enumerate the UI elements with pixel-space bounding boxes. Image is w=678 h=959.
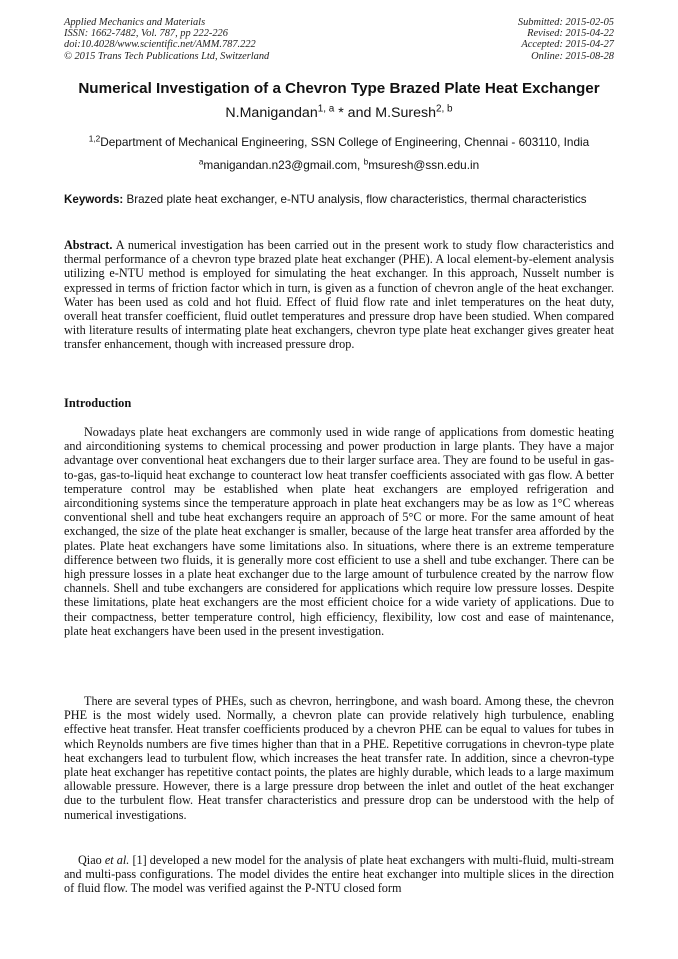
keywords-text: Brazed plate heat exchanger, e-NTU analysis, flow characteristics, thermal characteristics [123, 193, 587, 206]
intro-paragraph-2: There are several types of PHEs, such as chevron, herringbone, and wash board. Among these, the chevron PHE is the most widely used. Normally, a chevron plate can provide relatively high turbulence, enabling effective heat transfer. Heat transfer coefficients produced by a chevron PHE can be equal to values for tubes in which Reynolds numbers are five times higher than that in a PHE. Repetitive corrugations in chevron-type plate heat exchangers lead to turbulent flow, which increases the heat transfer rate. In addition, since a chevron-type plate heat exchanger has repetitive contact points, the plates are highly durable, which leads to a large maximum allowable pressure. However, there is a large pressure drop between the inlet and outlet of the heat exchanger due to the turbulent flow. Heat transfer characteristics and pressure drop can be understood with the help of numerical investigations. [64, 694, 614, 822]
journal-name: Applied Mechanics and Materials [64, 17, 206, 28]
keywords-label: Keywords: [64, 193, 124, 206]
copyright-line: © 2015 Trans Tech Publications Ltd, Switzerland [64, 50, 270, 62]
keywords [64, 193, 614, 207]
revised-date: Revised: 2015-04-22 [527, 28, 614, 40]
abstract-label: Abstract. [64, 238, 113, 252]
submitted-date: Submitted: 2015-02-05 [517, 17, 614, 28]
corresponding-mark: * [334, 105, 344, 121]
abstract [64, 238, 614, 352]
email-a-mark: a [198, 157, 204, 167]
intro-paragraph-1: Nowadays plate heat exchangers are commonly used in wide range of applications from domestic heating and airconditioning systems to chemical processing and power production in large plants. They have a major advantage over conventional heat exchangers due to their larger surface area. They are found to be useful in gas-to-gas, gas-to-liquid heat exchange to counteract low heat transfer coefficients associated with gas flow. A better temperature control may be established when plate heat exchangers are employed refrigeration and airconditioning systems since the temperature approach in plate heat exchangers may be as low as 1°C whereas conventional shell and tube heat exchangers require an approach of 5°C or more. For the same amount of heat exchanged, the size of the plate heat exchanger is smaller, because of the large heat transfer area afforded by the plates. Plate heat exchangers have some limitations also. In situations, where there is an extreme temperature difference between two fluids, it is generally more cost efficient to use a shell and tube exchanger. There can be high pressure losses in a plate heat exchanger due to the large amount of turbulence created by the narrow flow channels. Shell and tube exchangers are considered for applications which require low pressure losses. Despite these limitations, plate heat exchangers are the most efficient choice for a wide variety of applications. Due to their compactness, better temperature control, high efficiency, flexibility, low cost and ease of maintenance, plate heat exchangers have been used in the present investigation. [64, 425, 614, 638]
abstract-text: A numerical investigation has been carried out in the present work to study flow characteristics and thermal performance of a chevron type brazed plate heat exchanger (PHE). A local element-by-element analysis utilizing e-NTU method is employed for simulating the heat exchanger. In this approach, Nusselt number is expressed in terms of friction factor which in turn, is given as a function of chevron angle of the heat exchanger. Water has been used as cold and hot fluid. Effect of fluid flow rate and inlet temperatures on the heat duty, overall heat transfer coefficient, fluid outlet temperatures and pressure drop have been studied. When compared with literature results of intermating plate heat exchangers, chevron type plate heat exchanger gives greater heat transfer enhancement, though with increased pressure drop. [64, 238, 614, 352]
email-b-mark: b [363, 157, 369, 167]
section-heading-introduction: Introduction [64, 396, 132, 410]
author-line [0, 105, 678, 121]
affiliation-text: Department of Mechanical Engineering, SSN College of Engineering, Chennai - 603110, India [100, 135, 590, 149]
author-conjunction: and [343, 105, 376, 121]
online-date: Online: 2015-08-28 [531, 50, 614, 62]
author-2-affil-mark: 2, b [436, 103, 453, 115]
issn-line: ISSN: 1662-7482, Vol. 787, pp 222-226 [64, 28, 228, 40]
author-2: M.Suresh [375, 105, 437, 121]
doi-line: doi:10.4028/www.scientific.net/AMM.787.222 [64, 39, 256, 51]
citation-author: Qiao [78, 853, 105, 867]
email-b: msuresh@ssn.edu.in [368, 158, 480, 172]
author-1-affil-mark: 1, a [317, 103, 335, 115]
affiliation-mark: 1,2 [88, 134, 101, 144]
et-al: et al. [104, 853, 130, 867]
paragraph-3-text: [1] developed a new model for the analysis of plate heat exchangers with multi-fluid, multi-stream and multi-pass configurations. The model divides the entire heat exchanger into multiple slices in the direction of fluid flow. The model was verified against the P-NTU closed form [64, 853, 614, 896]
accepted-date: Accepted: 2015-04-27 [521, 39, 614, 51]
publication-dates [518, 17, 614, 62]
author-1: N.Manigandan [225, 105, 318, 121]
journal-info [64, 17, 269, 62]
intro-paragraph-3 [64, 853, 614, 896]
paper-title: Numerical Investigation of a Chevron Type Brazed Plate Heat Exchanger [78, 80, 600, 97]
email-line [0, 158, 678, 172]
affiliation [0, 135, 678, 149]
email-a: manigandan.n23@gmail.com, [203, 158, 364, 172]
